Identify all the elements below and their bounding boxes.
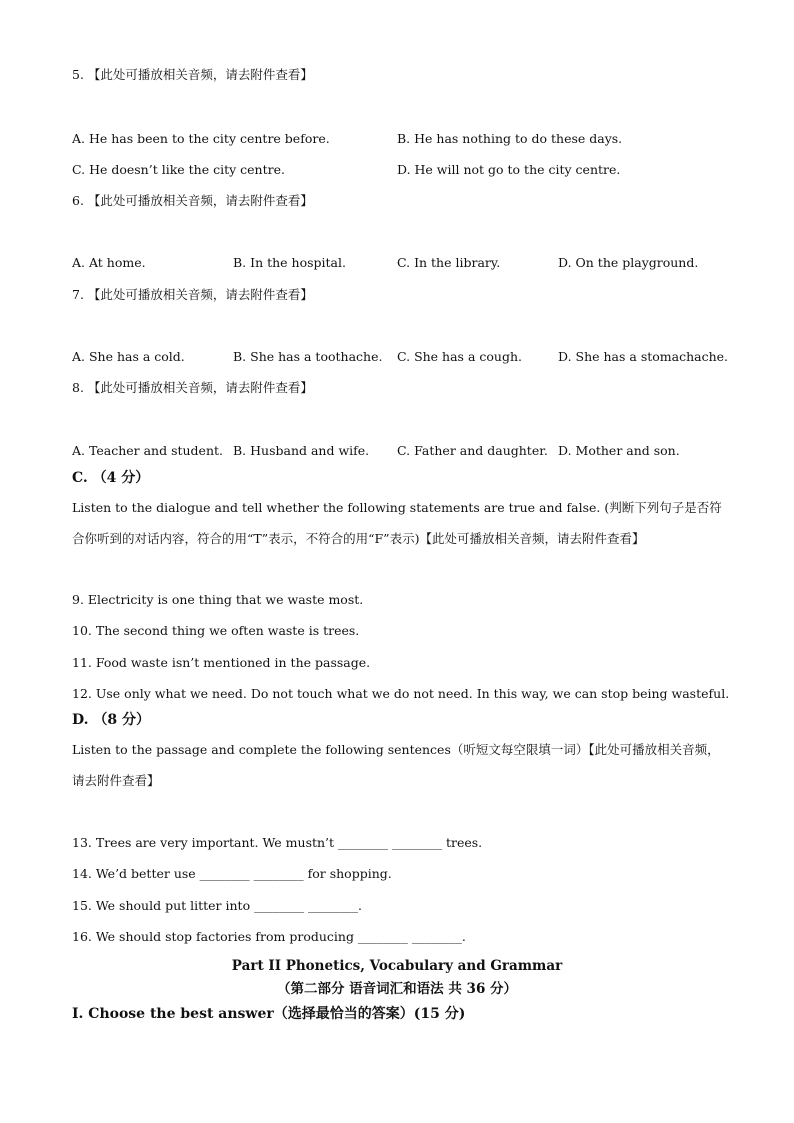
option-b: B. She has a toothache.	[233, 349, 383, 364]
question-6-prompt	[72, 193, 313, 209]
fill-blank-item: 14. We’d better use ________ ________ for shopping.	[72, 866, 392, 881]
part-two-title: Part II Phonetics, Vocabulary and Grammar	[231, 958, 563, 974]
option-c: C. Father and daughter.	[397, 443, 548, 458]
fill-blank-item: 16. We should stop factories from producing ________ ________.	[72, 929, 466, 944]
option-c: C. He doesn’t like the city centre.	[72, 162, 285, 177]
option-c: C. In the library.	[397, 255, 501, 270]
statement-item: 12. Use only what we need. Do not touch what we do not need. In this way, we can stop being wasteful.	[72, 686, 730, 701]
question-number: 5.	[72, 67, 84, 82]
option-a: A. Teacher and student.	[72, 443, 224, 458]
audio-placeholder-text: 【此处可播放相关音频，请去附件查看】	[87, 193, 313, 208]
question-8-prompt	[72, 380, 313, 396]
section-c-heading: C. （4 分）	[72, 470, 150, 486]
statement-item: 9. Electricity is one thing that we waste most.	[72, 592, 364, 607]
statement-item: 10. The second thing we often waste is trees.	[72, 623, 360, 638]
option-a: A. He has been to the city centre before.	[72, 131, 330, 146]
question-number: 7.	[72, 287, 84, 302]
option-b: B. Husband and wife.	[233, 443, 370, 458]
option-c: C. She has a cough.	[397, 349, 522, 364]
option-a: A. At home.	[72, 255, 146, 270]
question-5-prompt	[72, 67, 313, 83]
question-7-prompt	[72, 287, 313, 303]
option-b: B. He has nothing to do these days.	[397, 131, 623, 146]
section-c-instruction: Listen to the dialogue and tell whether the following statements are true and false. (判断下列句子是否符合你听到的对话内容，符合的用“T”表示，不符合的用“F”表示)【此处可播放相关音频，请去附件查看】	[72, 500, 722, 546]
part-two-subtitle: （第二部分 语音词汇和语法 共 36 分）	[276, 981, 518, 997]
section-d-heading: D. （8 分）	[72, 712, 151, 728]
option-d: D. He will not go to the city centre.	[397, 162, 621, 177]
audio-placeholder-text: 【此处可播放相关音频，请去附件查看】	[87, 67, 313, 82]
section-one-heading: I. Choose the best answer（选择最恰当的答案）(15 分)	[72, 1006, 466, 1022]
option-d: D. On the playground.	[558, 255, 699, 270]
audio-placeholder-text: 【此处可播放相关音频，请去附件查看】	[87, 287, 313, 302]
option-d: D. Mother and son.	[558, 443, 680, 458]
question-number: 8.	[72, 380, 84, 395]
question-number: 6.	[72, 193, 84, 208]
option-b: B. In the hospital.	[233, 255, 346, 270]
section-d-instruction: Listen to the passage and complete the following sentences（听短文每空限填一词）【此处可播放相关音频，请去附件查看】	[72, 742, 720, 788]
fill-blank-item: 15. We should put litter into ________ ________.	[72, 898, 363, 913]
fill-blank-item: 13. Trees are very important. We mustn’t ________ ________ trees.	[72, 835, 483, 850]
statement-item: 11. Food waste isn’t mentioned in the passage.	[72, 655, 371, 670]
option-d: D. She has a stomachache.	[558, 349, 729, 364]
audio-placeholder-text: 【此处可播放相关音频，请去附件查看】	[87, 380, 313, 395]
option-a: A. She has a cold.	[72, 349, 185, 364]
